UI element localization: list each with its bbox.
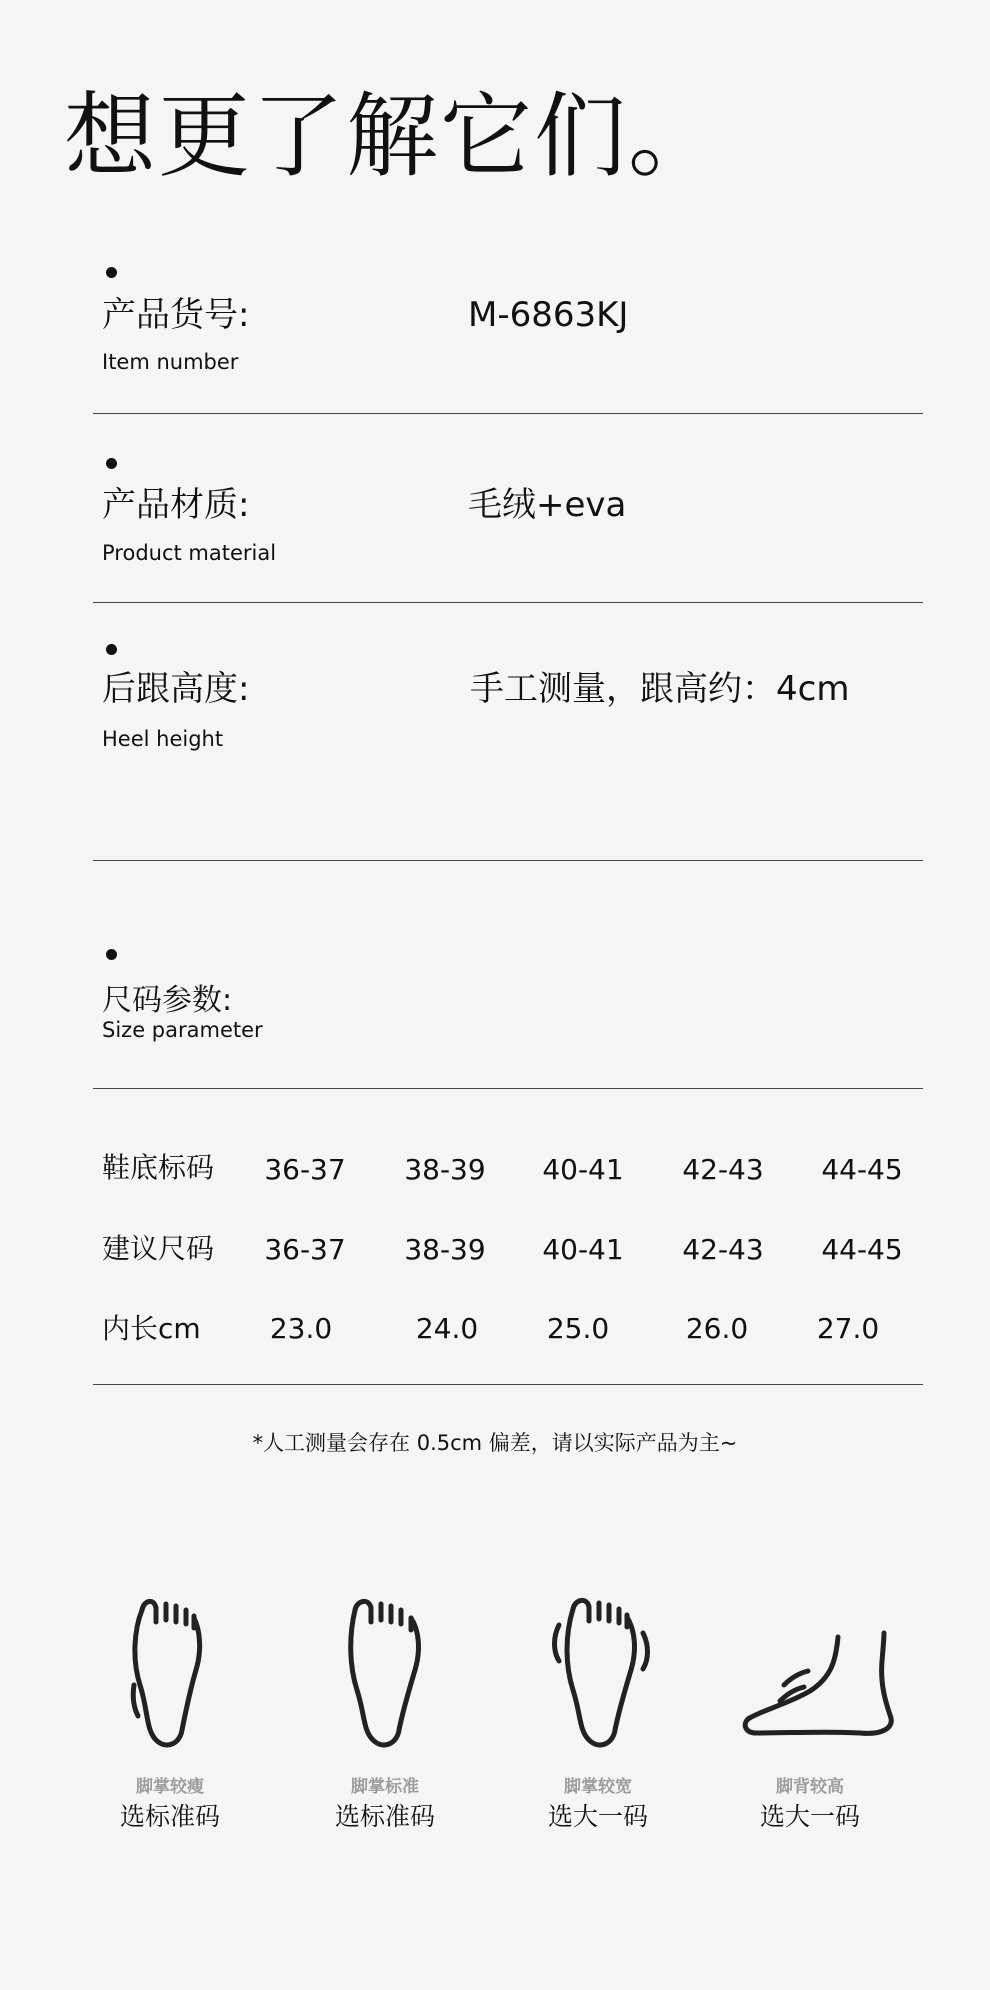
bullet-dot bbox=[106, 267, 117, 278]
spec-value-heel-height: 手工测量，跟高约：4cm bbox=[470, 669, 850, 709]
table-cell: 40-41 bbox=[542, 1153, 624, 1186]
table-cell: 27.0 bbox=[816, 1312, 880, 1345]
table-cell: 23.0 bbox=[269, 1312, 333, 1345]
divider bbox=[93, 860, 923, 861]
foot-guide-sub: 脚掌较瘦 bbox=[136, 1777, 204, 1797]
table-cell: 26.0 bbox=[685, 1312, 749, 1345]
divider bbox=[93, 1088, 923, 1089]
table-cell: 36-37 bbox=[264, 1233, 346, 1266]
spec-value-material: 毛绒+eva bbox=[468, 485, 627, 525]
size-section-label-en: Size parameter bbox=[102, 1018, 263, 1042]
table-cell: 36-37 bbox=[264, 1153, 346, 1186]
foot-guide-main: 选大一码 bbox=[759, 1802, 860, 1831]
spec-label-en-material: Product material bbox=[102, 541, 277, 565]
spec-value-item-number: M-6863KJ bbox=[468, 295, 629, 335]
table-cell: 38-39 bbox=[404, 1233, 486, 1266]
spec-label-en-item-number: Item number bbox=[102, 350, 239, 374]
foot-guide-main: 选标准码 bbox=[119, 1802, 220, 1831]
foot-wide-icon bbox=[545, 1585, 655, 1755]
divider bbox=[93, 413, 923, 414]
table-cell: 44-45 bbox=[821, 1153, 903, 1186]
table-row-label: 内长cm bbox=[102, 1312, 201, 1345]
table-row-label: 鞋底标码 bbox=[102, 1151, 215, 1184]
bullet-dot bbox=[106, 458, 117, 469]
measurement-note: *人工测量会存在 0.5cm 偏差，请以实际产品为主~ bbox=[252, 1431, 738, 1455]
foot-narrow-icon bbox=[120, 1590, 220, 1750]
bullet-dot bbox=[106, 644, 117, 655]
size-section-label: 尺码参数: bbox=[102, 983, 233, 1018]
table-row-label: 建议尺码 bbox=[102, 1232, 215, 1265]
page-title: 想更了解它们。 bbox=[64, 83, 723, 190]
table-cell: 40-41 bbox=[542, 1233, 624, 1266]
foot-guide-main: 选大一码 bbox=[547, 1802, 648, 1831]
spec-label-material: 产品材质: bbox=[102, 485, 250, 525]
table-cell: 25.0 bbox=[546, 1312, 610, 1345]
foot-standard-icon bbox=[335, 1590, 435, 1750]
table-cell: 42-43 bbox=[682, 1233, 764, 1266]
spec-label-en-heel-height: Heel height bbox=[102, 727, 224, 751]
table-cell: 38-39 bbox=[404, 1153, 486, 1186]
foot-guide-sub: 脚掌较宽 bbox=[564, 1777, 632, 1797]
table-cell: 42-43 bbox=[682, 1153, 764, 1186]
foot-guide-main: 选标准码 bbox=[334, 1802, 435, 1831]
foot-guide-sub: 脚掌标准 bbox=[351, 1777, 419, 1797]
table-cell: 44-45 bbox=[821, 1233, 903, 1266]
spec-label-heel-height: 后跟高度: bbox=[102, 669, 250, 709]
foot-high-instep-icon bbox=[740, 1625, 900, 1745]
spec-label-item-number: 产品货号: bbox=[102, 295, 250, 335]
bullet-dot bbox=[106, 949, 117, 960]
foot-guide-sub: 脚背较高 bbox=[776, 1777, 844, 1797]
divider bbox=[93, 1384, 923, 1385]
table-cell: 24.0 bbox=[415, 1312, 479, 1345]
divider bbox=[93, 602, 923, 603]
